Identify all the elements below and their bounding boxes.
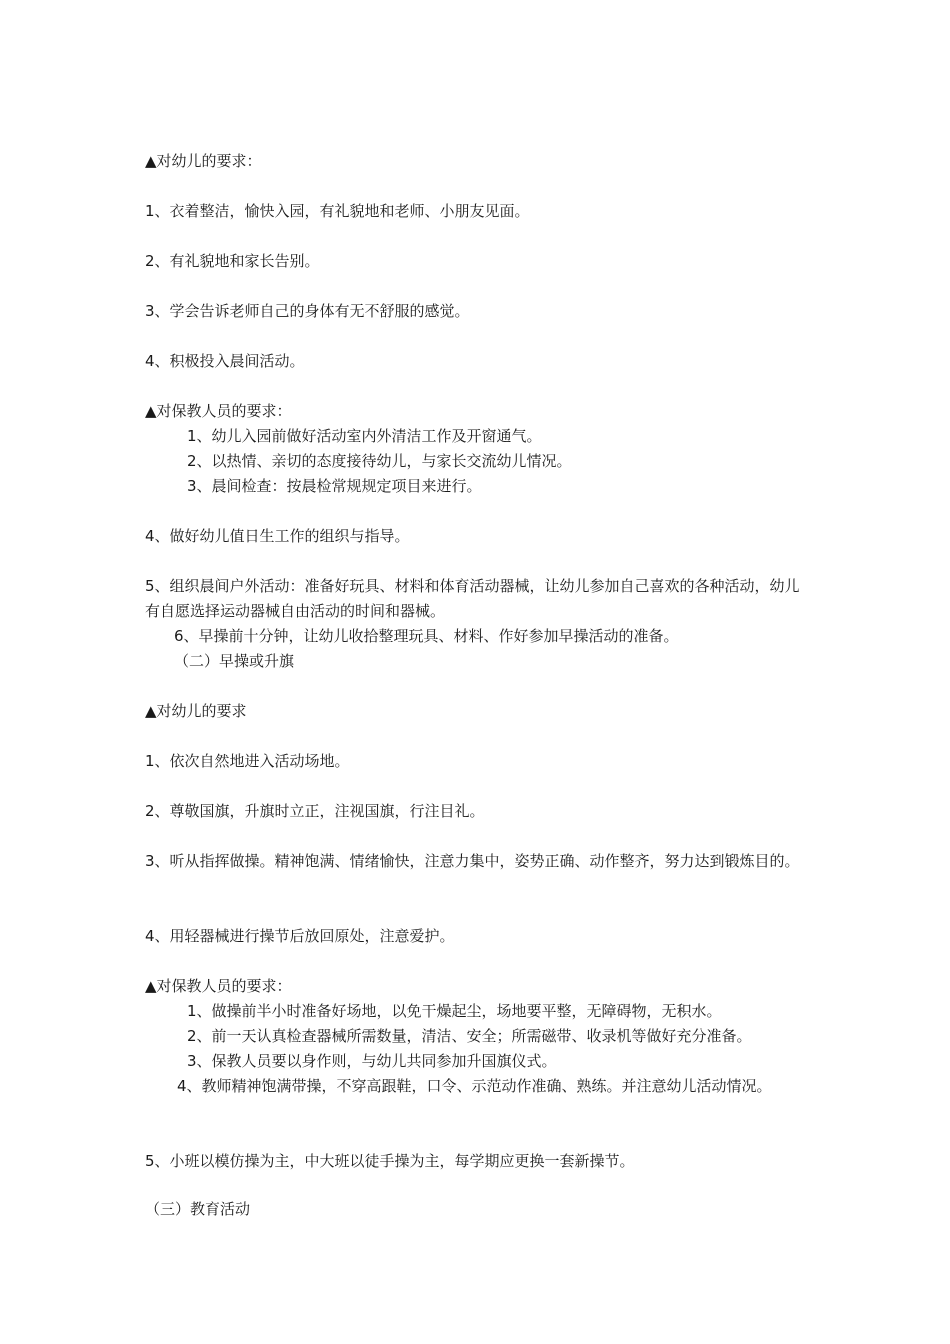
staff-requirements-heading: ▲对保教人员的要求： bbox=[145, 977, 292, 995]
child-requirement-item: 1、依次自然地进入活动场地。 bbox=[145, 752, 350, 770]
child-requirement-item: 2、有礼貌地和家长告别。 bbox=[145, 252, 320, 270]
child-requirement-item: 3、学会告诉老师自己的身体有无不舒服的感觉。 bbox=[145, 302, 470, 320]
staff-requirements-heading: ▲对保教人员的要求： bbox=[145, 402, 292, 420]
staff-requirement-item: 3、保教人员要以身作则，与幼儿共同参加升国旗仪式。 bbox=[187, 1052, 557, 1070]
child-requirements-heading: ▲对幼儿的要求： bbox=[145, 152, 262, 170]
staff-requirement-item: 3、晨间检查：按晨检常规规定项目来进行。 bbox=[187, 477, 482, 495]
staff-requirement-item: 4、做好幼儿值日生工作的组织与指导。 bbox=[145, 527, 410, 545]
child-requirement-item: 4、积极投入晨间活动。 bbox=[145, 352, 305, 370]
child-requirement-item: 2、尊敬国旗，升旗时立正，注视国旗，行注目礼。 bbox=[145, 802, 485, 820]
staff-requirement-item: 1、做操前半小时准备好场地，以免干燥起尘，场地要平整，无障碍物，无积水。 bbox=[187, 1002, 722, 1020]
staff-requirement-item: 5、小班以模仿操为主，中大班以徒手操为主，每学期应更换一套新操节。 bbox=[145, 1152, 635, 1170]
staff-requirement-item: 5、组织晨间户外活动：准备好玩具、材料和体育活动器械，让幼儿参加自己喜欢的各种活动，幼儿有自愿选择运动器械自由活动的时间和器械。 bbox=[145, 577, 800, 620]
child-requirement-item: 4、用轻器械进行操节后放回原处，注意爱护。 bbox=[145, 927, 455, 945]
child-requirement-item: 3、听从指挥做操。精神饱满、情绪愉快，注意力集中，姿势正确、动作整齐，努力达到锻炼目的。 bbox=[145, 852, 800, 870]
child-requirements-heading: ▲对幼儿的要求 bbox=[145, 702, 247, 720]
child-requirement-item: 1、衣着整洁，愉快入园，有礼貌地和老师、小朋友见面。 bbox=[145, 202, 530, 220]
section-title: （二）早操或升旗 bbox=[174, 652, 295, 670]
staff-requirement-item: 1、幼儿入园前做好活动室内外清洁工作及开窗通气。 bbox=[187, 427, 542, 445]
section-title: （三）教育活动 bbox=[145, 1200, 251, 1218]
staff-requirement-item: 6、早操前十分钟，让幼儿收拾整理玩具、材料、作好参加早操活动的准备。 bbox=[174, 627, 679, 645]
staff-requirement-item: 2、前一天认真检查器械所需数量，清洁、安全；所需磁带、收录机等做好充分准备。 bbox=[187, 1027, 752, 1045]
staff-requirement-item: 2、以热情、亲切的态度接待幼儿，与家长交流幼儿情况。 bbox=[187, 452, 572, 470]
staff-requirement-item: 4、教师精神饱满带操，不穿高跟鞋，口令、示范动作准确、熟练。并注意幼儿活动情况。 bbox=[177, 1077, 772, 1095]
